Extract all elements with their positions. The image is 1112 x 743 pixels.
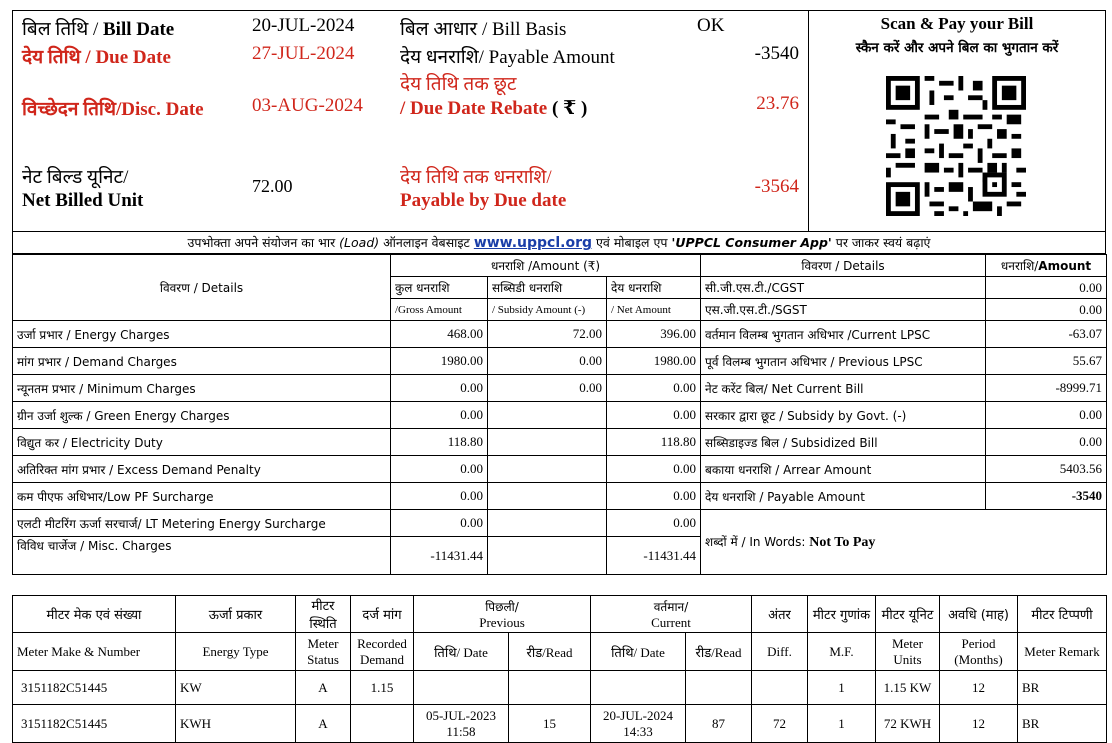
recorded-demand: 1.15	[351, 671, 414, 705]
charges-table	[12, 254, 1107, 575]
summary-details-header: विवरण / Details	[701, 255, 986, 277]
charge-subsidy	[488, 429, 607, 456]
remark-hi: मीटर टिप्पणी	[1018, 596, 1107, 633]
summary-label: देय धनराशि / Payable Amount	[701, 483, 986, 510]
curr-date: 20-JUL-2024 14:33	[591, 705, 686, 743]
charge-label: उर्जा प्रभार / Energy Charges	[13, 321, 391, 348]
col-remark: Meter Remark	[1018, 633, 1107, 671]
col-meter-units: Meter Units	[876, 633, 940, 671]
charge-net: 118.80	[607, 429, 701, 456]
meter-number: 3151182C51445	[13, 705, 176, 743]
energy-type-hi: ऊर्जा प्रकार	[176, 596, 296, 633]
disc-date-label: विच्छेदन तिथि/Disc. Date	[22, 99, 204, 120]
subsidy-header: सब्सिडी धनराशि	[488, 277, 607, 299]
meter-units-hi: मीटर यूनिट	[876, 596, 940, 633]
diff: 72	[752, 705, 808, 743]
due-date-value: 27-JUL-2024	[252, 43, 355, 64]
charge-subsidy	[488, 483, 607, 510]
mf-hi: मीटर गुणांक	[808, 596, 876, 633]
load-notice: उपभोक्ता अपने संयोजन का भार (Load) ऑनलाइन वेबसाइट www.uppcl.org एवं मोबाइल एप 'UPPCL Consumer App' पर जाकर स्वयं बढ़ाएं	[12, 232, 1106, 254]
col-curr-date: तिथि/ Date	[591, 633, 686, 671]
summary-label: नेट करेंट बिल/ Net Current Bill	[701, 375, 986, 402]
gross-header: कुल धनराशि	[391, 277, 488, 299]
col-mf: M.F.	[808, 633, 876, 671]
charge-subsidy: 0.00	[488, 348, 607, 375]
charge-subsidy	[488, 537, 607, 575]
charge-net: 0.00	[607, 483, 701, 510]
summary-label: पूर्व विलम्ब भुगतान अधिभार / Previous LPSC	[701, 348, 986, 375]
net-units-label-hi: नेट बिल्ड यूनिट/	[22, 167, 129, 188]
meter-status-hi: मीटर स्थिति	[296, 596, 351, 633]
charge-net: -11431.44	[607, 537, 701, 575]
charge-label: ग्रीन उर्जा शुल्क / Green Energy Charges	[13, 402, 391, 429]
charge-net: 0.00	[607, 510, 701, 537]
bill-date-value: 20-JUL-2024	[252, 15, 355, 36]
charge-gross: 0.00	[391, 510, 488, 537]
qr-code-icon[interactable]	[886, 76, 1026, 216]
summary-label: वर्तमान विलम्ब भुगतान अधिभार /Current LPSC	[701, 321, 986, 348]
charge-gross: 118.80	[391, 429, 488, 456]
summary-value: 5403.56	[986, 456, 1107, 483]
uppcl-website-link[interactable]: www.uppcl.org	[473, 235, 593, 251]
charge-label: मांग प्रभार / Demand Charges	[13, 348, 391, 375]
diff	[752, 671, 808, 705]
col-period: Period (Months)	[940, 633, 1018, 671]
col-prev-date: तिथि/ Date	[414, 633, 509, 671]
charge-label: अतिरिक्त मांग प्रभार / Excess Demand Penalty	[13, 456, 391, 483]
previous-header: पिछली/ Previous	[414, 596, 591, 633]
col-energy-type: Energy Type	[176, 633, 296, 671]
col-diff: Diff.	[752, 633, 808, 671]
col-curr-read: रीड/Read	[686, 633, 752, 671]
recorded-demand	[351, 705, 414, 743]
amount-header: धनराशि /Amount (₹)	[391, 255, 701, 277]
table-row	[13, 705, 1107, 743]
charge-gross: 468.00	[391, 321, 488, 348]
qr-title-en: Scan & Pay your Bill	[880, 14, 1034, 33]
period: 12	[940, 705, 1018, 743]
summary-value: 0.00	[986, 277, 1107, 299]
summary-value: -8999.71	[986, 375, 1107, 402]
net-units-label-en: Net Billed Unit	[22, 190, 144, 211]
qr-title-hi: स्कैन करें और अपने बिल का भुगतान करें	[855, 40, 1059, 56]
charge-net: 0.00	[607, 402, 701, 429]
charge-gross: 0.00	[391, 456, 488, 483]
subsidy-header-en: / Subsidy Amount (-)	[488, 299, 607, 321]
bill-basis-label: बिल आधार / Bill Basis	[400, 19, 567, 40]
meter-units: 72 KWH	[876, 705, 940, 743]
bill-date-label: बिल तिथि / Bill Date	[22, 19, 175, 40]
rebate-label-en: / Due Date Rebate ( ₹ )	[400, 98, 588, 119]
summary-label: सब्सिडाइज्ड बिल / Subsidized Bill	[701, 429, 986, 456]
net-header: देय धनराशि	[607, 277, 701, 299]
charge-subsidy: 0.00	[488, 375, 607, 402]
charges-details-header: विवरण / Details	[13, 255, 391, 321]
charge-gross: 1980.00	[391, 348, 488, 375]
summary-value: 0.00	[986, 299, 1107, 321]
summary-value: 0.00	[986, 402, 1107, 429]
rebate-label-hi: देय तिथि तक छूट	[400, 74, 517, 95]
summary-value: 0.00	[986, 429, 1107, 456]
charge-gross: 0.00	[391, 402, 488, 429]
charge-label: विद्युत कर / Electricity Duty	[13, 429, 391, 456]
net-header-en: / Net Amount	[607, 299, 701, 321]
meter-units: 1.15 KW	[876, 671, 940, 705]
summary-label: सरकार द्वारा छूट / Subsidy by Govt. (-)	[701, 402, 986, 429]
meter-make-hi: मीटर मेक एवं संख्या	[13, 596, 176, 633]
payable-value: -3540	[754, 43, 799, 64]
payable-due-label-en: Payable by Due date	[400, 190, 567, 211]
charge-subsidy	[488, 510, 607, 537]
charge-label: कम पीएफ अधिभार/Low PF Surcharge	[13, 483, 391, 510]
summary-value: -63.07	[986, 321, 1107, 348]
curr-read: 87	[686, 705, 752, 743]
mf: 1	[808, 671, 876, 705]
meter-status: A	[296, 705, 351, 743]
charge-subsidy: 72.00	[488, 321, 607, 348]
summary-label: सी.जी.एस.टी./CGST	[701, 277, 986, 299]
meter-status: A	[296, 671, 351, 705]
summary-value: 55.67	[986, 348, 1107, 375]
payable-label: देय धनराशि/ Payable Amount	[400, 47, 615, 68]
payable-due-value: -3564	[754, 176, 799, 197]
summary-payable-value: -3540	[986, 483, 1107, 510]
col-recorded-demand: Recorded Demand	[351, 633, 414, 671]
prev-date	[414, 671, 509, 705]
prev-date: 05-JUL-2023 11:58	[414, 705, 509, 743]
gross-header-en: /Gross Amount	[391, 299, 488, 321]
energy-type: KW	[176, 671, 296, 705]
charge-label: विविध चार्जेज / Misc. Charges	[13, 537, 391, 575]
charge-net: 1980.00	[607, 348, 701, 375]
charge-label: एलटी मीटरिंग ऊर्जा सरचार्ज/ LT Metering Energy Surcharge	[13, 510, 391, 537]
charge-gross: 0.00	[391, 375, 488, 402]
charge-gross: -11431.44	[391, 537, 488, 575]
bill-basis-value: OK	[697, 15, 725, 36]
charge-label: न्यूनतम प्रभार / Minimum Charges	[13, 375, 391, 402]
diff-hi: अंतर	[752, 596, 808, 633]
charge-gross: 0.00	[391, 483, 488, 510]
charge-subsidy	[488, 456, 607, 483]
charge-subsidy	[488, 402, 607, 429]
curr-read	[686, 671, 752, 705]
meter-table	[12, 595, 1107, 743]
meter-number: 3151182C51445	[13, 671, 176, 705]
summary-label: बकाया धनराशि / Arrear Amount	[701, 456, 986, 483]
col-prev-read: रीड/Read	[509, 633, 591, 671]
col-meter-status: Meter Status	[296, 633, 351, 671]
period: 12	[940, 671, 1018, 705]
col-meter-make: Meter Make & Number	[13, 633, 176, 671]
net-units-value: 72.00	[252, 176, 293, 196]
rebate-value: 23.76	[756, 93, 799, 114]
prev-read: 15	[509, 705, 591, 743]
curr-date	[591, 671, 686, 705]
table-row	[13, 671, 1107, 705]
due-date-label: देय तिथि / Due Date	[22, 47, 171, 68]
energy-type: KWH	[176, 705, 296, 743]
charge-net: 0.00	[607, 375, 701, 402]
charge-net: 0.00	[607, 456, 701, 483]
prev-read	[509, 671, 591, 705]
summary-amount-header: धनराशि/Amount	[986, 255, 1107, 277]
amount-in-words: शब्दों में / In Words: Not To Pay	[701, 510, 1107, 575]
mf: 1	[808, 705, 876, 743]
recorded-demand-hi: दर्ज मांग	[351, 596, 414, 633]
period-hi: अवधि (माह)	[940, 596, 1018, 633]
payable-due-label-hi: देय तिथि तक धनराशि/	[400, 167, 552, 188]
current-header: वर्तमान/ Current	[591, 596, 752, 633]
remark: BR	[1018, 671, 1107, 705]
charge-net: 396.00	[607, 321, 701, 348]
summary-label: एस.जी.एस.टी./SGST	[701, 299, 986, 321]
remark: BR	[1018, 705, 1107, 743]
disc-date-value: 03-AUG-2024	[252, 95, 363, 116]
